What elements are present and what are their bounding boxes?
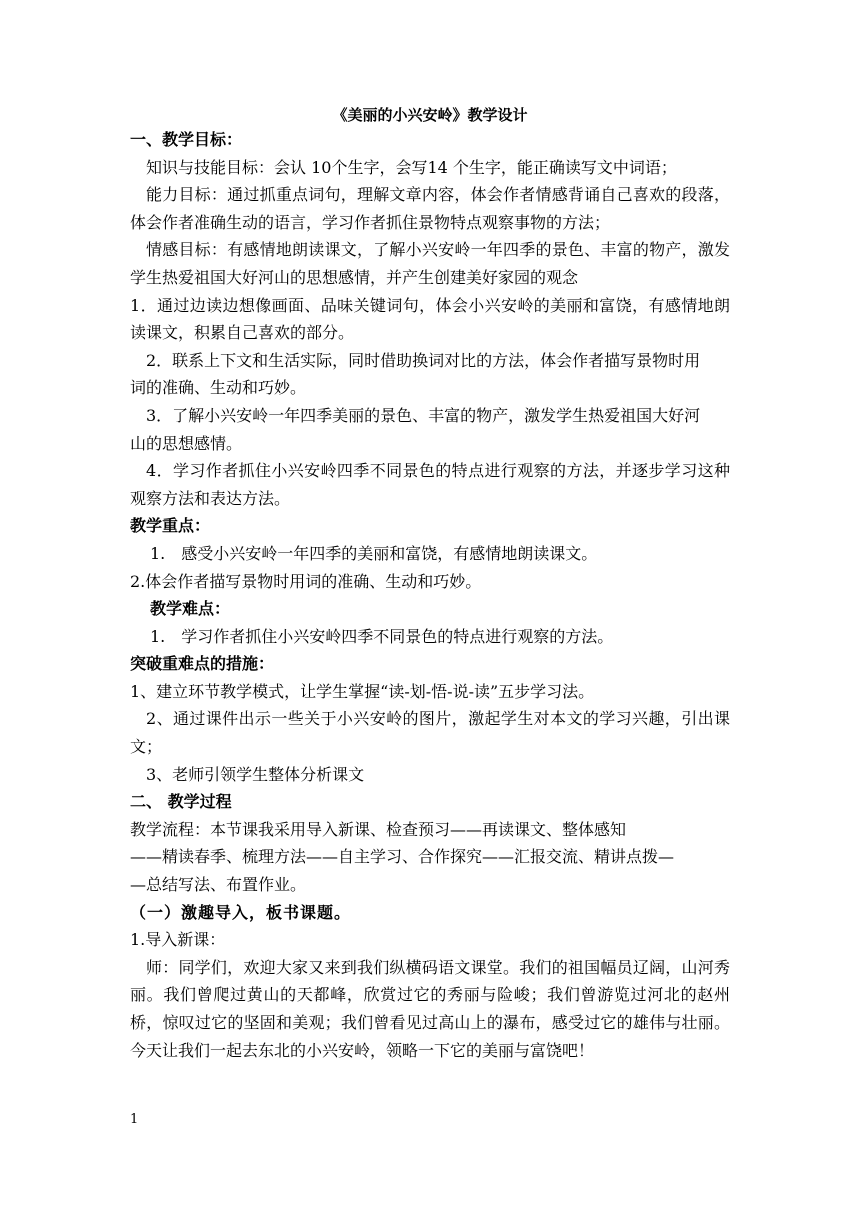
key-point-1: 1. 感受小兴安岭一年四季的美丽和富饶，有感情地朗读课文。 [150,543,598,563]
flow-line-2: ——精读春季、梳理方法——自主学习、合作探究——汇报交流、精讲点拨— [130,847,675,867]
measure-2: 2、通过课件出示一些关于小兴安岭的图片，激起学生对本文的学习兴趣，引出课文； [130,709,730,757]
measures-heading: 突破重难点的措施： [130,654,275,674]
flow-line-1: 教学流程：本节课我采用导入新课、检查预习——再读课文、整体感知 [130,819,627,839]
document-title: 《美丽的小兴安岭》教学设计 [332,106,528,124]
objective-1: 1．通过边读边想像画面、品味关键词句，体会小兴安岭的美丽和富饶，有感情地朗读课文，积累自己喜欢的部分。 [130,295,730,343]
step1-heading: （一）激趣导入，板书课题。 [130,902,352,922]
measure-1: 1、建立环节教学模式，让学生掌握“读-划-悟-说-读”五步学习法。 [130,681,595,701]
difficulty-heading: 教学难点： [150,599,231,619]
section1-heading: 一、教学目标： [130,130,243,149]
goal-emotion: 情感目标：有感情地朗读课文，了解小兴安岭一年四季的景色、丰富的物产，激发学生热爱祖国大好河山的思想感情，并产生创建美好家园的观念 [130,240,730,287]
objective-3-line2: 山的思想感情。 [130,433,243,453]
difficulty-1: 1. 学习作者抓住小兴安岭四季不同景色的特点进行观察的方法。 [150,626,614,646]
objective-2-line1: 2．联系上下文和生活实际，同时借助换词对比的方法，体会作者描写景物时用 [146,350,701,370]
objective-4: 4．学习作者抓住小兴安岭四季不同景色的特点进行观察的方法，并逐步学习这种观察方法和表达方法。 [130,461,730,508]
intro-label: 1.导入新课： [130,930,226,950]
section2-heading: 二、 教学过程 [130,792,232,812]
flow-line-3: —总结写法、布置作业。 [130,875,307,895]
teacher-speech: 师：同学们，欢迎大家又来到我们纵横码语文课堂。我们的祖国幅员辽阔，山河秀丽。我们曾爬过黄山的天都峰，欣赏过它的秀丽与险峻；我们曾游览过河北的赵州桥，惊叹过它的坚固和美观；我们曾看见过高山上的瀑布，感受过它的雄伟与壮丽。今天让我们一起去东北的小兴安岭，领略一下它的美丽与富饶吧！ [130,957,730,1060]
objective-3-line1: 3．了解小兴安岭一年四季美丽的景色、丰富的物产，激发学生热爱祖国大好河 [146,405,701,425]
goal-knowledge: 知识与技能目标：会认 10个生字，会写14 个生字，能正确读写文中词语； [146,157,677,177]
document-body [130,104,730,1064]
goal-ability: 能力目标：通过抓重点词句，理解文章内容，体会作者情感背诵自己喜欢的段落，体会作者准确生动的语言，学习作者抓住景物特点观察事物的方法； [130,185,730,232]
key-points-heading: 教学重点： [130,516,211,536]
objective-2-line2: 词的准确、生动和巧妙。 [130,378,307,398]
page-number: 1 [130,1112,139,1127]
key-point-2: 2.体会作者描写景物时用词的准确、生动和巧妙。 [130,571,482,591]
measure-3: 3、老师引领学生整体分析课文 [146,764,365,784]
